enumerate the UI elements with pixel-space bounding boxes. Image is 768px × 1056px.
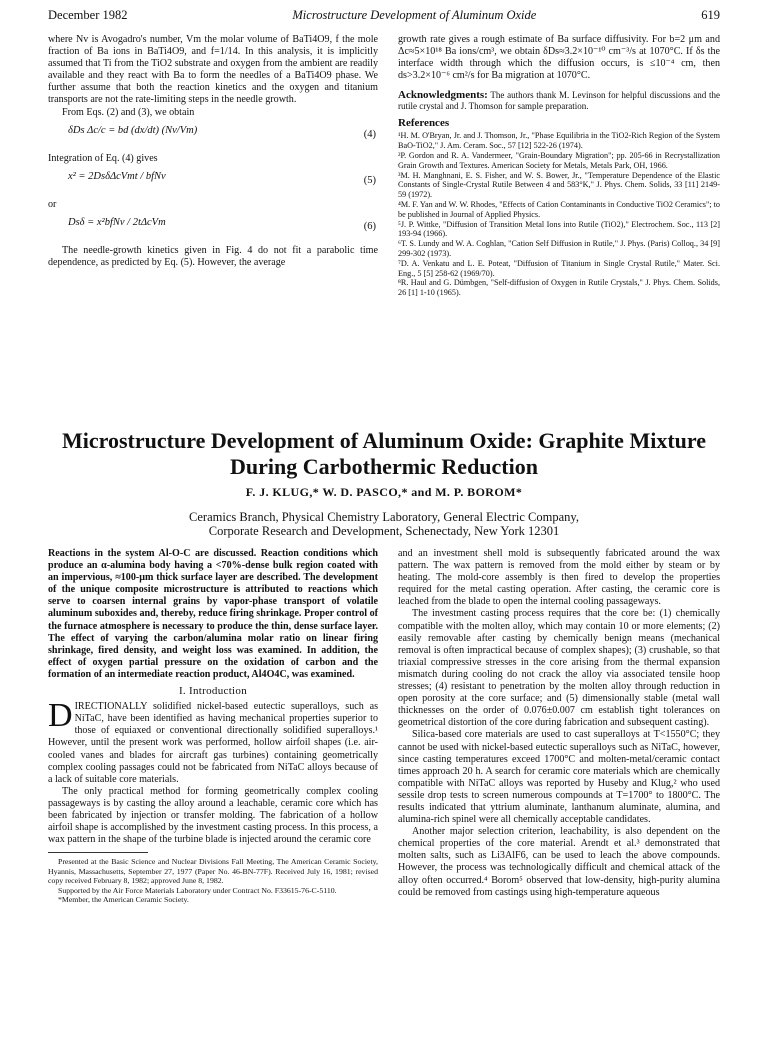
reference-item: ³M. H. Manghnani, E. S. Fisher, and W. S. Bower, Jr., "Temperature Dependence of the Elastic Constants of Single-Crystal Rutile Between 4 and 583°K," J. Phys. Chem. Solids, 33 [11] 2149-59 (1972).: [398, 170, 720, 200]
equation-4: [48, 119, 378, 153]
reference-item: ⁶T. S. Lundy and W. A. Coghlan, "Cation Self Diffusion in Rutile," J. Phys. (Paris) Colloq., 34 [9] 299-302 (1973).: [398, 239, 720, 259]
paragraph: growth rate gives a rough estimate of Ba surface diffusivity. For b=2 μm and Δc≈5×10¹⁸ Ba ions/cm³, we obtain δDs≈3.2×10⁻¹⁰ cm⁻³/s at 1070°C. If δs the interface width through which the diffusion occurs, is ≤10⁻⁴ cm, then ds>3.2×10⁻⁶ cm²/s for Ba migration at 1070°C.: [398, 34, 720, 82]
reference-item: ¹H. M. O'Bryan, Jr. and J. Thomson, Jr., "Phase Equilibria in the TiO2-Rich Region of the System BaO-TiO2," J. Am. Ceram. Soc., 57 [12] 522-26 (1974).: [398, 131, 720, 151]
paragraph: and an investment shell mold is subsequently fabricated around the wax pattern. The wax pattern is removed from the mold either by steam or by heating. The mold-core assembly is then fired to develop the properties required for the metal casting operation. After casting, the ceramic core is leached from the blade to open the internal cooling passageways.: [398, 548, 720, 608]
paragraph: The investment casting process requires that the core be: (1) chemically compatible with the molten alloy, which may contain 10 or more elements; (2) easily removable after casting by chemically benign means (mechanical removal is often impractical because of complex shapes); (3) crushable, so that triaxial compressive stresses in the core arising from the thermal expansion mismatch during cooling do not crack the alloy via associated tensile hoop stresses; (4) resistant to penetration by the molten alloy through reduction in open porosity at the core surface; and (5) dimensionally stable (metal wall thicknesses on the order of 0.076±0.007 cm establish tight tolerances on geometrical distortion of the core during fabrication and subsequent casting).: [398, 608, 720, 729]
author-affiliation: [120, 510, 648, 538]
header-journal-title: Microstructure Development of Aluminum Oxide: [292, 8, 537, 22]
left-top-column: [48, 34, 378, 269]
affiliation-line: Ceramics Branch, Physical Chemistry Laboratory, General Electric Company,: [189, 510, 579, 524]
drop-cap: D: [48, 697, 73, 735]
paragraph: Silica-based core materials are used to cast superalloys at T<1550°C; they cannot be used with nickel-based eutectic superalloys such as NiTaC, however, since casting temperatures exceed 1700°C and molten-metal/ceramic contact times approach 20 h. A search for ceramic core materials which are chemically compatible with NiTaC alloys was reported by Huseby and Klug,² who used sessile drop tests to screen numerous compounds at T=1700° to 1800°C. The results indicated that yttrium aluminate, lanthanum aluminate, alumina, and alumina-rich spinel were all chemically acceptable candidates.: [398, 729, 720, 826]
abstract: Reactions in the system Al-O-C are discussed. Reaction conditions which produce an α-alumina body having a <70%-dense bulk region coated with an impervious, ≈100-μm thick surface layer are described. The development of the unique composite microstructure is attributed to reactions which serve to coarsen internal grains by vapor-phase transport of volatile aluminum suboxides and, thereby, reduce firing shrinkage. Proper control of the furnace atmosphere is necessary to produce the thin, dense surface layer. The effect of varying the carbon/alumina molar ratio on linear firing shrinkage, fired density, and weight loss was examined. In addition, the effect of oxygen partial pressure on the oxidation of carbon and the formation of an intermediate reaction product, Al4O4C, was examined.: [48, 548, 378, 680]
equation-number: (5): [363, 174, 376, 186]
article-authors: F. J. KLUG,* W. D. PASCO,* and M. P. BOROM*: [245, 485, 523, 499]
paragraph: where Nv is Avogadro's number, Vm the molar volume of BaTi4O9, f the mole fraction of Ba ions in BaTi4O9, and f=1/14. In this analysis, it is implicitly assumed that Ti from the TiO2 substrate and oxygen from the ambient are readily available and they react with Ba to form the needles of a BaTi4O9 phase. We further assume that both the reaction kinetics and the oxygen and titanium transports are not the rate-limiting steps in the needle growth.: [48, 34, 378, 106]
equation-number: (4): [363, 128, 376, 140]
reference-item: ⁴M. F. Yan and W. W. Rhodes, "Effects of Cation Contaminants in Conductive TiO2 Ceramics"; to be published in Journal of Applied Physics.: [398, 200, 720, 219]
footnote: Presented at the Basic Science and Nuclear Divisions Fall Meeting, The American Ceramic Society, Hyannis, Massachusetts, September 27, 1977 (Paper No. 46-BN-77F). Received July 16, 1981; revised copy received February 8, 1982; approved June 8, 1982.: [48, 857, 378, 886]
footnote: *Member, the American Ceramic Society.: [58, 895, 189, 905]
left-bottom-column: [48, 548, 378, 905]
connector-word: or: [48, 198, 57, 210]
references-list: [398, 131, 720, 298]
paragraph: The only practical method for forming geometrically complex cooling passageways is by casting the alloy around a leachable, ceramic core which has been fabricated by injection or transfer molding. The fabrication of a hollow airfoil shape is accomplished by the investment casting process. In this process, a wax pattern in the shape of the turbine blade is injected around the ceramic core: [48, 785, 378, 846]
acknowledgments: [398, 90, 720, 111]
equation-text: Dsδ = x²bfNv / 2tΔcVm: [68, 216, 166, 228]
section-heading: I. Introduction: [178, 685, 248, 698]
right-top-column: [398, 34, 720, 298]
equation-6: [48, 211, 378, 245]
page-number: 619: [701, 8, 720, 22]
header-date: December 1982: [48, 8, 128, 22]
equation-5: [48, 165, 378, 199]
intro-text: IRECTIONALLY solidified nickel-based eutectic superalloys, such as NiTaC, have been identified as having mechanical properties superior to those of equiaxed or conventional directionally solidified superalloys.¹ However, until the present work was performed, hollow airfoil shapes (i.e. air-cooled vanes and blades for aircraft gas turbines) containing geometrically complex cooling passages could not be fabricated from NiTaC alloys because of a lack of suitable core materials.: [48, 701, 378, 785]
references-heading: References: [398, 117, 450, 130]
paragraph: Integration of Eq. (4) gives: [48, 152, 158, 164]
acknowledgments-text: The authors thank M. Levinson for helpful discussions and the rutile crystal and J. Thomson for sample preparation.: [398, 90, 720, 111]
right-bottom-column: [398, 548, 720, 899]
paragraph: From Eqs. (2) and (3), we obtain: [62, 106, 195, 118]
paragraph: The needle-growth kinetics given in Fig. 4 do not fit a parabolic time dependence, as predicted by Eq. (5). However, the average: [48, 244, 378, 268]
footnote-divider: [48, 852, 148, 853]
affiliation-line: Corporate Research and Development, Schenectady, New York 12301: [208, 524, 560, 538]
reference-item: ⁸R. Haul and G. Dümbgen, "Self-diffusion of Oxygen in Rutile Crystals," J. Phys. Chem. Solids, 26 [1] 1-10 (1965).: [398, 278, 720, 298]
equation-text: x² = 2DsδΔcVmt / bfNv: [68, 170, 166, 182]
article-title: Microstructure Development of Aluminum Oxide: Graphite Mixture During Carbothermic Reduction: [61, 428, 707, 479]
acknowledgments-heading: Acknowledgments:: [398, 89, 488, 102]
equation-text: δDs Δc/c = bd (dx/dt) (Nv/Vm): [68, 124, 198, 136]
reference-item: ⁵J. P. Wittke, "Diffusion of Transition Metal Ions into Rutile (TiO2)," Electrochem. Soc., 113 [2] 193-94 (1966).: [398, 219, 720, 239]
intro-paragraph: [48, 697, 378, 786]
reference-item: ²P. Gordon and R. A. Vandermeer, "Grain-Boundary Migration"; pp. 205-66 in Recrystallization Grain Growth and Textures. American Society for Metals, Metals Park, OH, 1966.: [398, 151, 720, 170]
running-header: [48, 8, 720, 26]
equation-number: (6): [363, 220, 376, 232]
footnote: Supported by the Air Force Materials Laboratory under Contract No. F33615-76-C-5110.: [58, 885, 337, 895]
reference-item: ⁷D. A. Venkatu and L. E. Poteat, "Diffusion of Titanium in Single Crystal Rutile," Mater. Sci. Eng., 5 [5] 258-62 (1969/70).: [398, 258, 720, 278]
paragraph: Another major selection criterion, leachability, is also dependent on the chemical properties of the core material. Arendt et al.³ demonstrated that molten salts, such as Li3AlF6, can be used to leach the above compounds. However, the process was technologically difficult and chemical attack of the alloy often occurred.⁴ Borom⁵ observed that low-density, high-purity alumina could be removed from castings using high-temperature aqueous: [398, 826, 720, 898]
